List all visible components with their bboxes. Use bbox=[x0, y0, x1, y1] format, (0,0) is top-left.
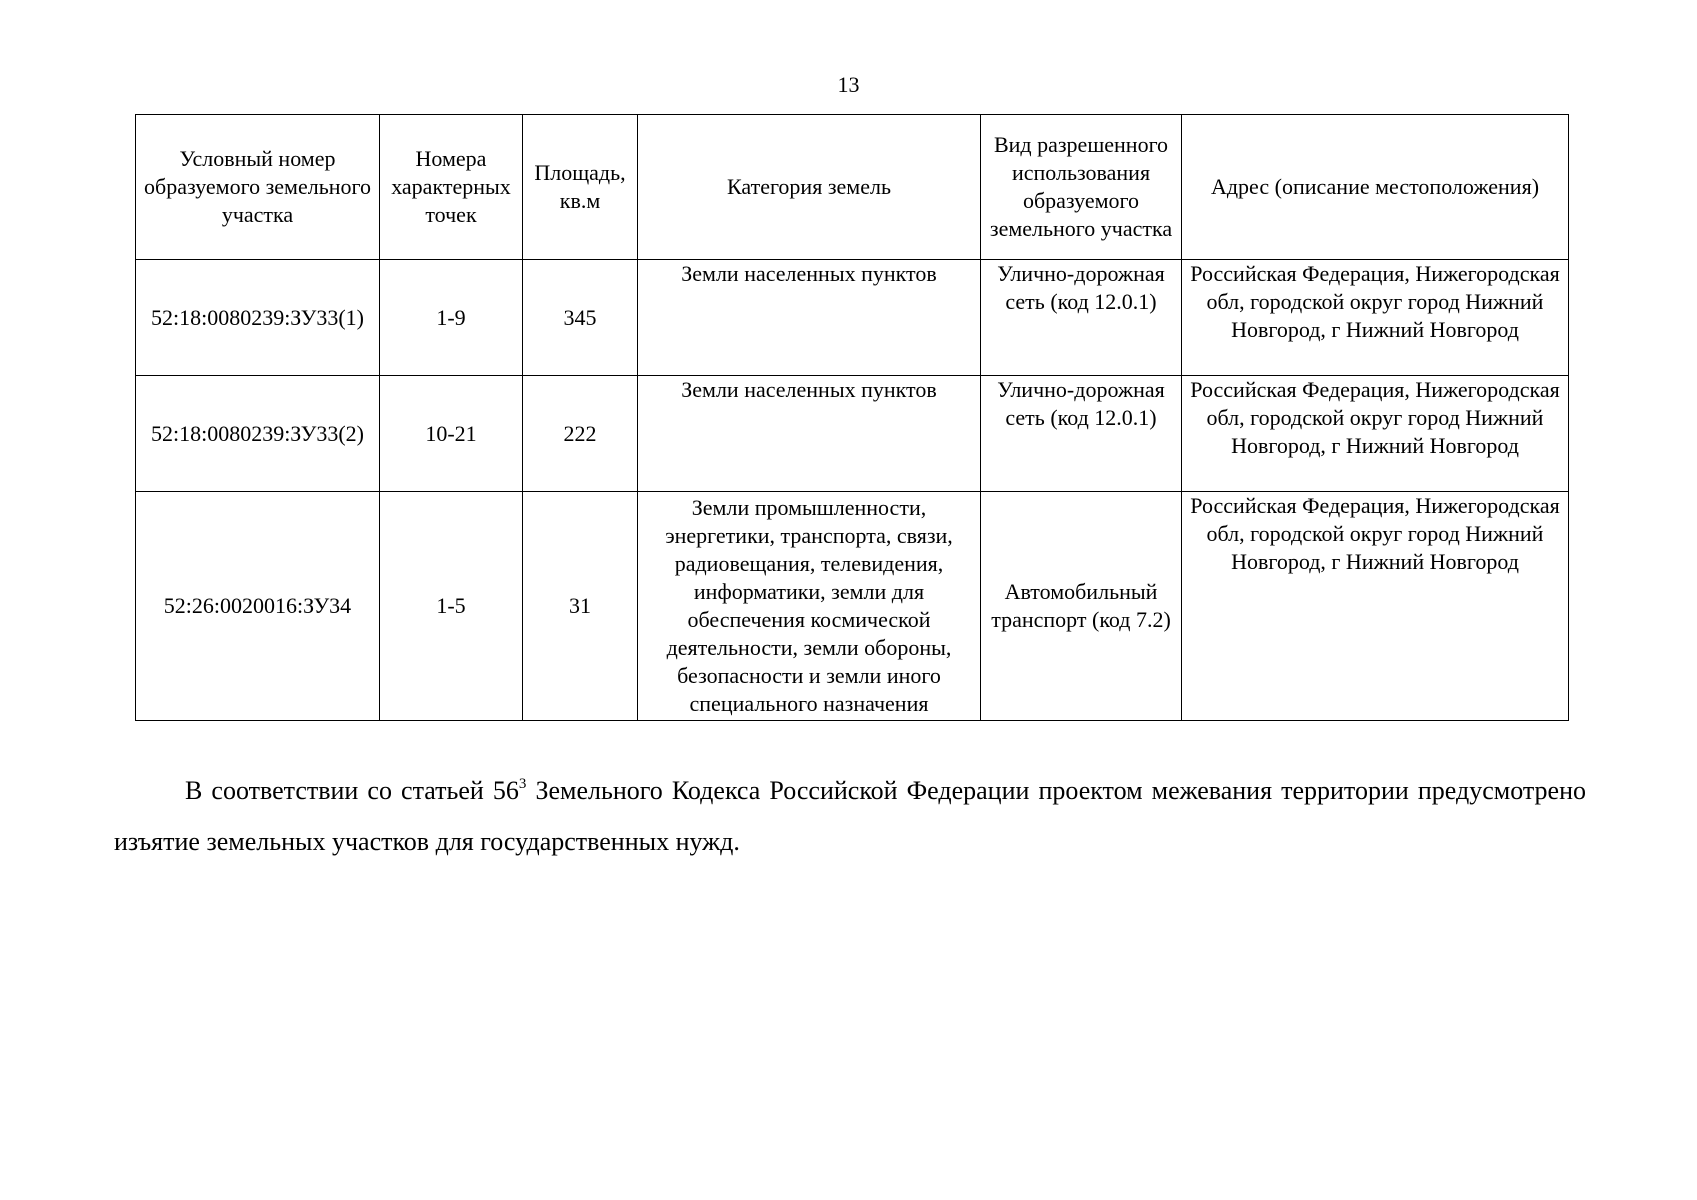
header-permitted-use: Вид разрешенного использования образуемого земельного участка bbox=[981, 115, 1182, 260]
cell-area: 31 bbox=[523, 492, 638, 721]
paragraph-text-end: Земельного Кодекса Российской Федерации проектом межевания территории предусмотрено изъятие земельных участков для государственных нужд. bbox=[114, 776, 1586, 856]
table-row bbox=[136, 492, 1569, 721]
cell-points: 10-21 bbox=[380, 376, 523, 492]
table-header-row bbox=[136, 115, 1569, 260]
cell-points: 1-5 bbox=[380, 492, 523, 721]
cell-permitted-use: Автомобильный транспорт (код 7.2) bbox=[981, 492, 1182, 721]
cell-area: 222 bbox=[523, 376, 638, 492]
header-points: Номера характерных точек bbox=[380, 115, 523, 260]
land-plots-table bbox=[135, 114, 1569, 721]
cell-area: 345 bbox=[523, 260, 638, 376]
page-number: 13 bbox=[837, 72, 860, 97]
article-superscript: 3 bbox=[518, 776, 527, 792]
cell-plot-number: 52:26:0020016:ЗУ34 bbox=[136, 492, 380, 721]
table-row bbox=[136, 260, 1569, 376]
cell-land-category: Земли населенных пунктов bbox=[638, 376, 981, 492]
header-address: Адрес (описание местоположения) bbox=[1182, 115, 1569, 260]
cell-address: Российская Федерация, Нижегородская обл, городской округ город Нижний Новгород, г Нижний Новгород bbox=[1182, 492, 1569, 721]
cell-plot-number: 52:18:0080239:ЗУ33(1) bbox=[136, 260, 380, 376]
cell-plot-number: 52:18:0080239:ЗУ33(2) bbox=[136, 376, 380, 492]
cell-permitted-use: Улично-дорожная сеть (код 12.0.1) bbox=[981, 376, 1182, 492]
cell-address: Российская Федерация, Нижегородская обл, городской округ город Нижний Новгород, г Нижний Новгород bbox=[1182, 260, 1569, 376]
cell-points: 1-9 bbox=[380, 260, 523, 376]
cell-land-category: Земли населенных пунктов bbox=[638, 260, 981, 376]
header-area: Площадь, кв.м bbox=[523, 115, 638, 260]
cell-permitted-use: Улично-дорожная сеть (код 12.0.1) bbox=[981, 260, 1182, 376]
header-land-category: Категория земель bbox=[638, 115, 981, 260]
body-paragraph bbox=[114, 765, 1586, 867]
table-row bbox=[136, 376, 1569, 492]
header-plot-number: Условный номер образуемого земельного участка bbox=[136, 115, 380, 260]
paragraph-text-start: В соответствии со статьей 56 bbox=[185, 776, 519, 805]
cell-land-category: Земли промышленности, энергетики, транспорта, связи, радиовещания, телевидения, информатики, земли для обеспечения космической деятельности, земли обороны, безопасности и земли иного специального назначения bbox=[638, 492, 981, 721]
cell-address: Российская Федерация, Нижегородская обл, городской округ город Нижний Новгород, г Нижний Новгород bbox=[1182, 376, 1569, 492]
